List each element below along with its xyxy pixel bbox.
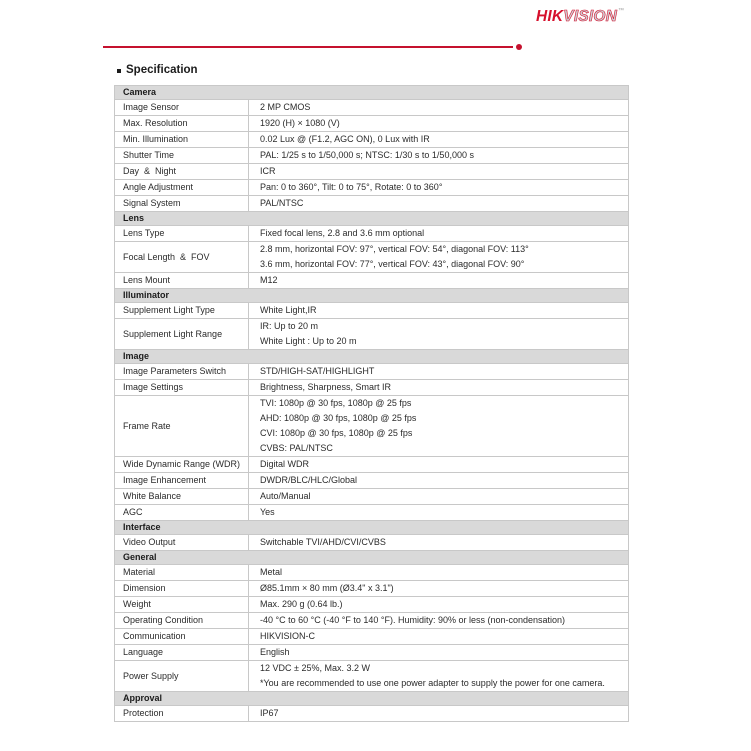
spec-value-line: White Light,IR <box>260 305 317 315</box>
spec-section-title: Camera <box>115 86 629 100</box>
spec-value-line: DWDR/BLC/HLC/Global <box>260 475 358 485</box>
spec-section-row <box>115 551 629 565</box>
spec-value-line: -40 °C to 60 °C (-40 °F to 140 °F). Humidity: 90% or less (non-condensation) <box>260 615 566 625</box>
spec-value <box>249 380 629 396</box>
table-row <box>115 661 629 692</box>
logo-hik-text: HIK <box>536 8 564 25</box>
spec-label: Image Parameters Switch <box>115 364 249 380</box>
spec-value-line: 0.02 Lux @ (F1.2, AGC ON), 0 Lux with IR <box>260 134 430 144</box>
spec-label: Signal System <box>115 196 249 212</box>
spec-label: Power Supply <box>115 661 249 692</box>
spec-section-title: Illuminator <box>115 289 629 303</box>
spec-value <box>249 319 629 350</box>
spec-value <box>249 565 629 581</box>
spec-value-line: PAL: 1/25 s to 1/50,000 s; NTSC: 1/30 s to 1/50,000 s <box>260 150 474 160</box>
table-row <box>115 132 629 148</box>
spec-label: Image Sensor <box>115 100 249 116</box>
table-row <box>115 489 629 505</box>
spec-section-title: Approval <box>115 692 629 706</box>
spec-label: Wide Dynamic Range (WDR) <box>115 457 249 473</box>
spec-value-line: 3.6 mm, horizontal FOV: 77°, vertical FOV: 43°, diagonal FOV: 90° <box>260 259 525 269</box>
spec-value <box>249 645 629 661</box>
spec-section-row <box>115 692 629 706</box>
table-row <box>115 100 629 116</box>
spec-value-line: CVBS: PAL/NTSC <box>260 443 333 453</box>
specification-table <box>114 85 629 722</box>
spec-value <box>249 396 629 457</box>
spec-label: AGC <box>115 505 249 521</box>
spec-value <box>249 473 629 489</box>
spec-value <box>249 535 629 551</box>
spec-value-line: Switchable TVI/AHD/CVI/CVBS <box>260 537 386 547</box>
table-row <box>115 613 629 629</box>
square-bullet-icon <box>117 69 121 73</box>
spec-value <box>249 303 629 319</box>
spec-value <box>249 364 629 380</box>
spec-label: Day & Night <box>115 164 249 180</box>
table-row <box>115 396 629 457</box>
spec-label: Lens Mount <box>115 273 249 289</box>
table-row <box>115 319 629 350</box>
spec-value <box>249 100 629 116</box>
spec-value-line: 1920 (H) × 1080 (V) <box>260 118 340 128</box>
trademark-mark: ™ <box>618 8 625 14</box>
table-row <box>115 273 629 289</box>
spec-value-line: HIKVISION-C <box>260 631 316 641</box>
spec-value <box>249 489 629 505</box>
header-divider-dot <box>516 44 522 50</box>
spec-value-line: Pan: 0 to 360°, Tilt: 0 to 75°, Rotate: 0 to 360° <box>260 182 443 192</box>
table-row <box>115 505 629 521</box>
spec-section-row <box>115 350 629 364</box>
table-row <box>115 706 629 722</box>
spec-label: Lens Type <box>115 226 249 242</box>
spec-value-line: IR: Up to 20 m <box>260 321 319 331</box>
spec-value <box>249 597 629 613</box>
spec-value-line: Ø85.1mm × 80 mm (Ø3.4" x 3.1") <box>260 583 394 593</box>
spec-value-line: 2.8 mm, horizontal FOV: 97°, vertical FOV: 54°, diagonal FOV: 113° <box>260 244 529 254</box>
spec-label: Min. Illumination <box>115 132 249 148</box>
spec-label: Video Output <box>115 535 249 551</box>
spec-value-line: Yes <box>260 507 275 517</box>
spec-value <box>249 180 629 196</box>
table-row <box>115 242 629 273</box>
spec-section-row <box>115 289 629 303</box>
spec-section-title: Image <box>115 350 629 364</box>
spec-value-line: 2 MP CMOS <box>260 102 311 112</box>
table-row <box>115 565 629 581</box>
spec-label: Image Enhancement <box>115 473 249 489</box>
spec-label: Protection <box>115 706 249 722</box>
spec-value-line: Max. 290 g (0.64 lb.) <box>260 599 343 609</box>
spec-section-row <box>115 212 629 226</box>
table-row <box>115 645 629 661</box>
spec-value <box>249 226 629 242</box>
table-row <box>115 226 629 242</box>
spec-value <box>249 164 629 180</box>
spec-section-row <box>115 86 629 100</box>
spec-section-title: Interface <box>115 521 629 535</box>
spec-value <box>249 148 629 164</box>
spec-value-line: *You are recommended to use one power adapter to supply the power for one camera. <box>260 678 605 688</box>
spec-value <box>249 629 629 645</box>
spec-value <box>249 196 629 212</box>
spec-label: Language <box>115 645 249 661</box>
spec-section-row <box>115 521 629 535</box>
table-row <box>115 196 629 212</box>
header-divider-line <box>103 46 513 48</box>
spec-value-line: English <box>260 647 290 657</box>
spec-label: Supplement Light Range <box>115 319 249 350</box>
spec-value-line: Brightness, Sharpness, Smart IR <box>260 382 392 392</box>
table-row <box>115 180 629 196</box>
spec-value <box>249 581 629 597</box>
spec-label: Frame Rate <box>115 396 249 457</box>
table-row <box>115 535 629 551</box>
spec-label: Dimension <box>115 581 249 597</box>
spec-value <box>249 613 629 629</box>
table-row <box>115 148 629 164</box>
table-row <box>115 364 629 380</box>
spec-section-title: Lens <box>115 212 629 226</box>
spec-value-line: Fixed focal lens, 2.8 and 3.6 mm optional <box>260 228 425 238</box>
table-row <box>115 380 629 396</box>
spec-value <box>249 242 629 273</box>
spec-label: Communication <box>115 629 249 645</box>
spec-value-line: PAL/NTSC <box>260 198 304 208</box>
table-row <box>115 581 629 597</box>
spec-label: Angle Adjustment <box>115 180 249 196</box>
spec-value-line: ICR <box>260 166 276 176</box>
logo-vision-text: VISION <box>563 8 618 25</box>
page-title-label: Specification <box>126 64 198 76</box>
spec-value-line: STD/HIGH-SAT/HIGHLIGHT <box>260 366 375 376</box>
table-row <box>115 164 629 180</box>
spec-value <box>249 457 629 473</box>
spec-label: Max. Resolution <box>115 116 249 132</box>
spec-label: Image Settings <box>115 380 249 396</box>
table-row <box>115 457 629 473</box>
spec-value <box>249 273 629 289</box>
spec-label: Material <box>115 565 249 581</box>
spec-value-line: AHD: 1080p @ 30 fps, 1080p @ 25 fps <box>260 413 417 423</box>
spec-value <box>249 116 629 132</box>
table-row <box>115 116 629 132</box>
page-title <box>117 64 198 76</box>
spec-value-line: IP67 <box>260 708 279 718</box>
table-row <box>115 303 629 319</box>
hikvision-logo <box>536 8 624 26</box>
spec-table-body <box>115 86 629 722</box>
spec-value-line: M12 <box>260 275 278 285</box>
spec-label: White Balance <box>115 489 249 505</box>
spec-label: Operating Condition <box>115 613 249 629</box>
spec-label: Shutter Time <box>115 148 249 164</box>
spec-value-line: White Light : Up to 20 m <box>260 336 357 346</box>
table-row <box>115 629 629 645</box>
spec-value-line: TVI: 1080p @ 30 fps, 1080p @ 25 fps <box>260 398 412 408</box>
spec-label: Supplement Light Type <box>115 303 249 319</box>
spec-label: Focal Length & FOV <box>115 242 249 273</box>
spec-value-line: Auto/Manual <box>260 491 311 501</box>
spec-value-line: Digital WDR <box>260 459 310 469</box>
spec-value <box>249 706 629 722</box>
spec-value <box>249 132 629 148</box>
spec-value <box>249 505 629 521</box>
table-row <box>115 597 629 613</box>
spec-value-line: CVI: 1080p @ 30 fps, 1080p @ 25 fps <box>260 428 413 438</box>
spec-value-line: 12 VDC ± 25%, Max. 3.2 W <box>260 663 370 673</box>
spec-value-line: Metal <box>260 567 283 577</box>
spec-section-title: General <box>115 551 629 565</box>
spec-label: Weight <box>115 597 249 613</box>
table-row <box>115 473 629 489</box>
spec-value <box>249 661 629 692</box>
